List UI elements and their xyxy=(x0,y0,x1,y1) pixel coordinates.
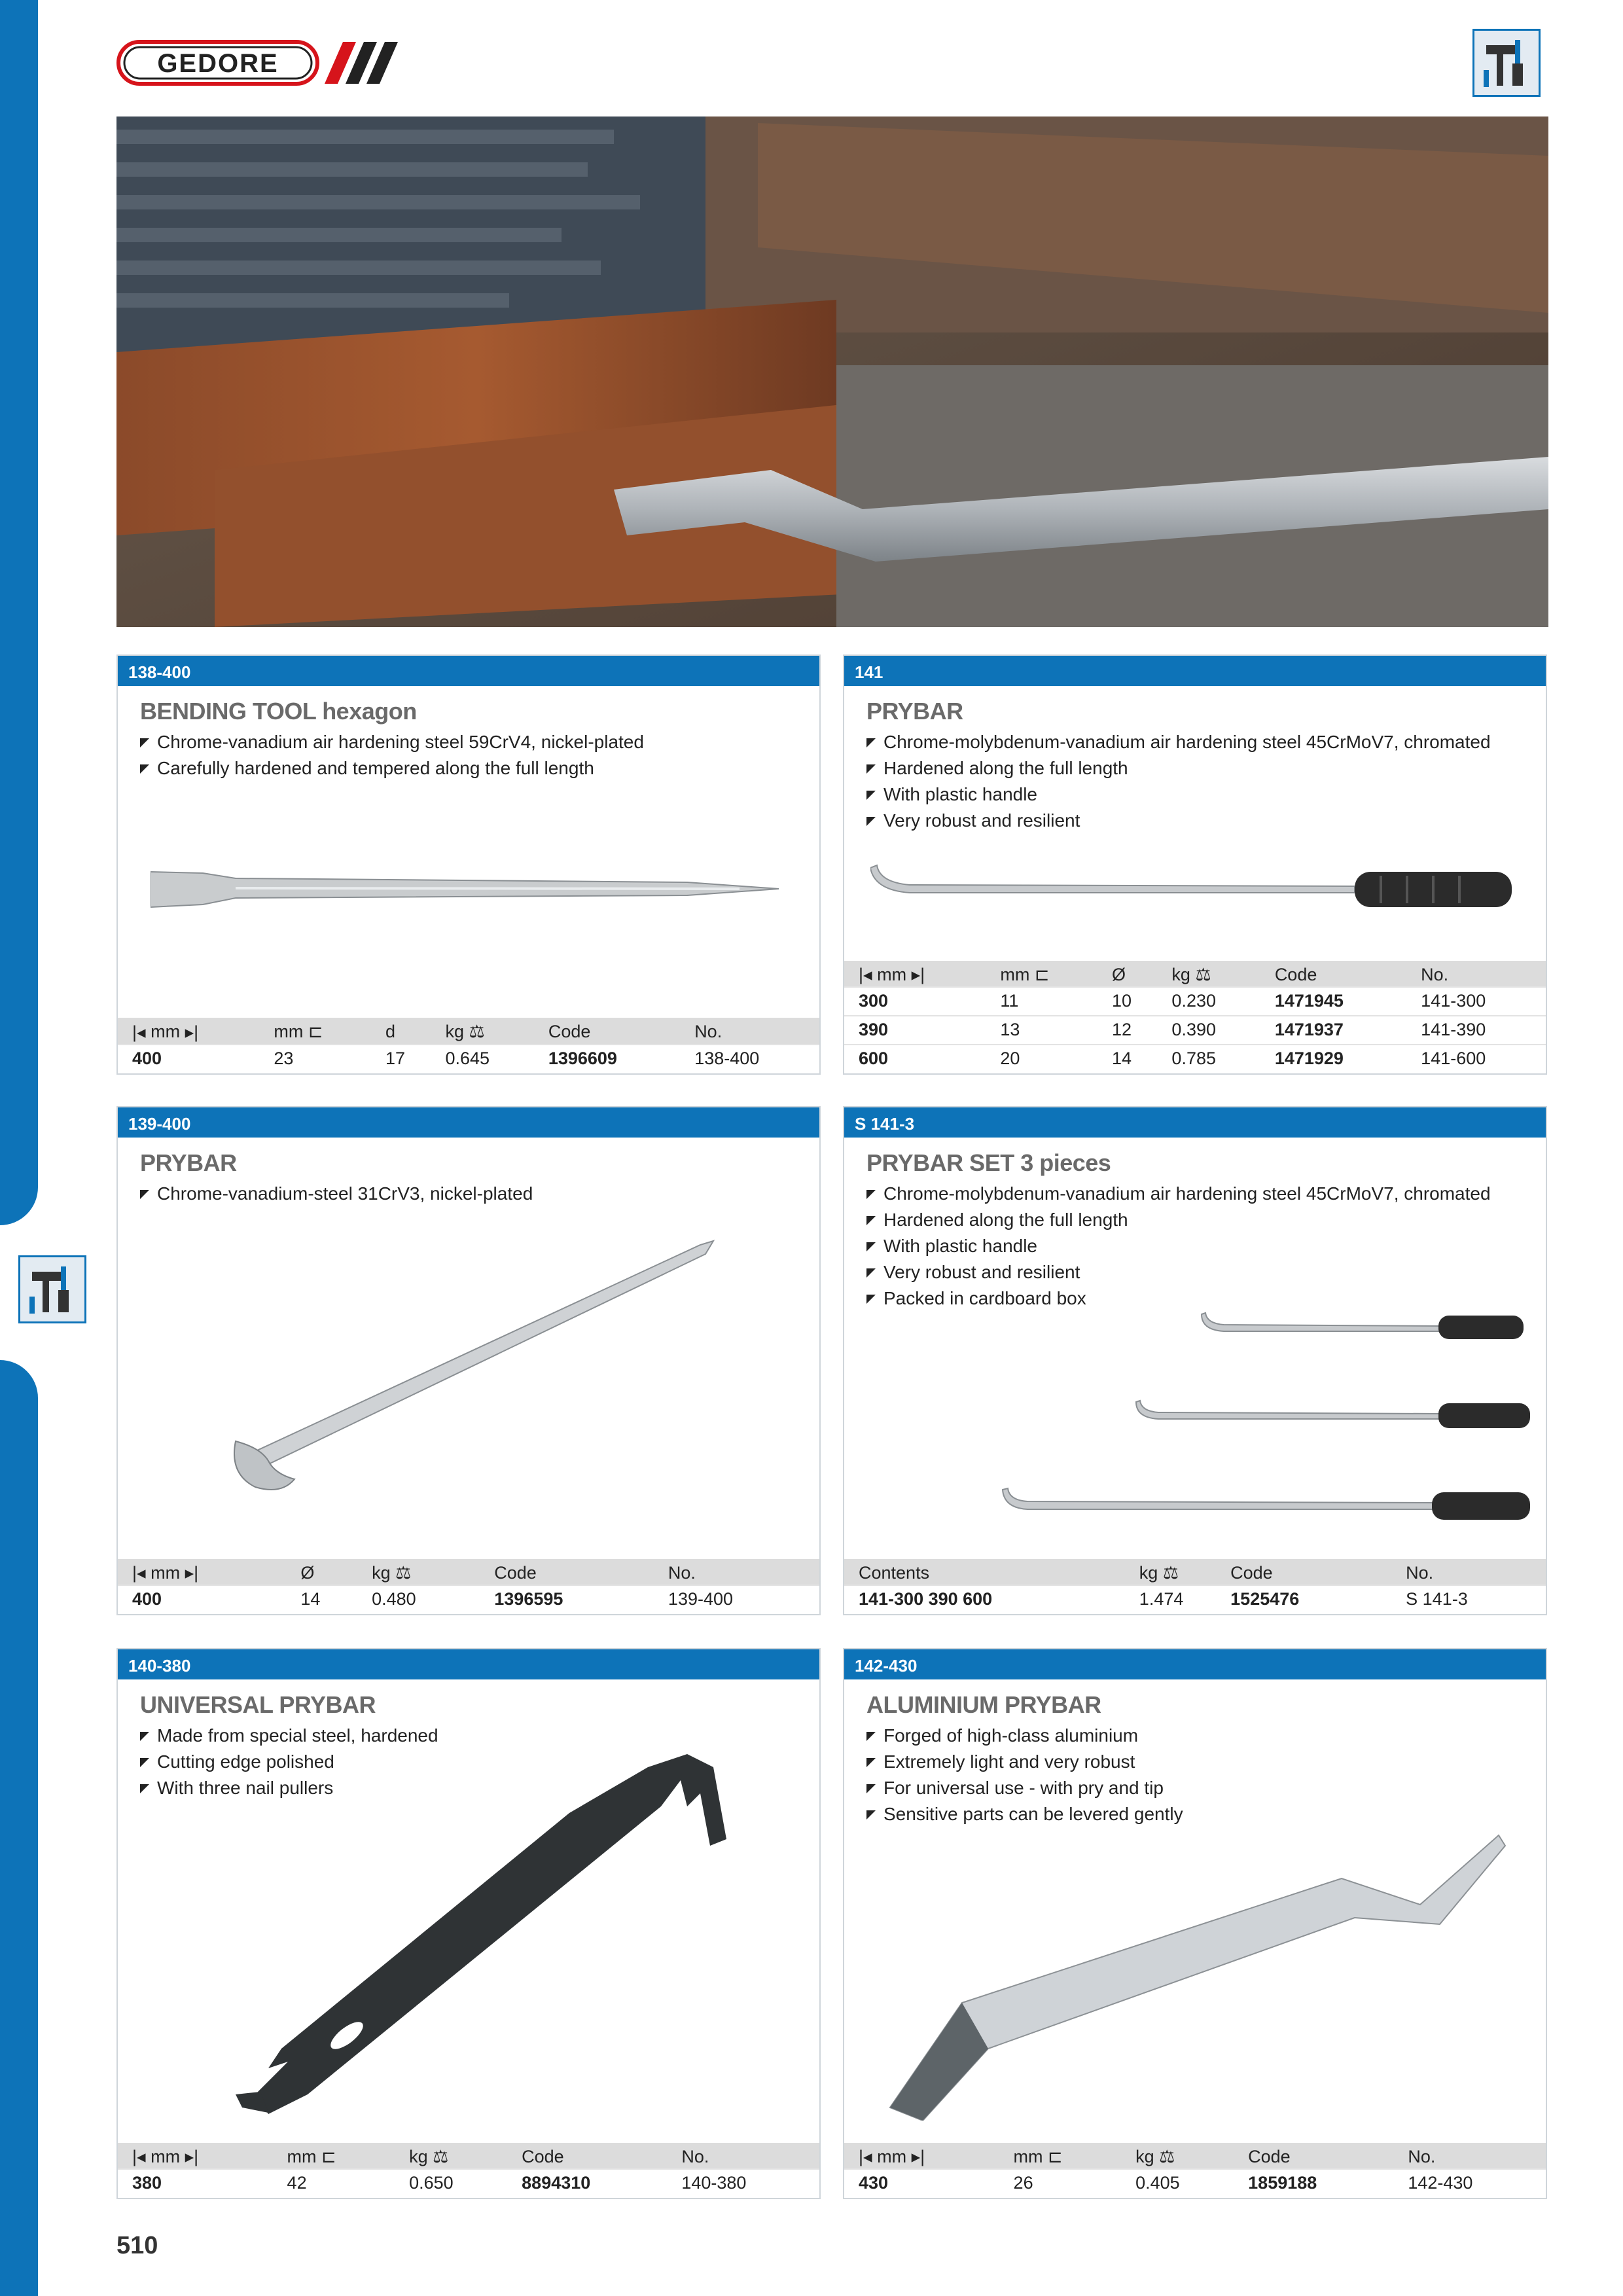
cell-code: 1859188 xyxy=(1234,2169,1393,2198)
feature-item: Chrome-vanadium-steel 31CrV3, nickel-plated xyxy=(140,1181,819,1207)
col-code: Code xyxy=(507,2143,667,2169)
spec-table xyxy=(118,2143,819,2198)
width-mm-icon: mm ⊏ xyxy=(259,1018,371,1045)
spec-table xyxy=(118,1559,819,1614)
feature-item: Very robust and resilient xyxy=(866,1259,1546,1285)
feature-item: With plastic handle xyxy=(866,781,1546,808)
weight-kg-icon: kg ⚖ xyxy=(1125,1559,1216,1585)
weight-kg-icon: kg ⚖ xyxy=(395,2143,507,2169)
cell-code: 1471929 xyxy=(1260,1045,1406,1073)
feature-list xyxy=(140,729,819,781)
feature-item: Forged of high-class aluminium xyxy=(866,1723,1546,1749)
cell-code: 1396609 xyxy=(534,1045,680,1073)
feature-list xyxy=(866,1723,1546,1827)
col-diameter: Ø xyxy=(1097,961,1157,987)
length-mm-icon: |◂ mm ▸| xyxy=(118,1559,286,1585)
cell-code: 1396595 xyxy=(480,1585,654,1614)
article-code: 139-400 xyxy=(118,1107,819,1138)
feature-item: Sensitive parts can be levered gently xyxy=(866,1801,1546,1827)
feature-item: Chrome-molybdenum-vanadium air hardening steel 45CrMoV7, chromated xyxy=(866,729,1546,755)
cell-no: 140-380 xyxy=(667,2169,819,2198)
spec-table xyxy=(844,961,1546,1073)
table-row xyxy=(844,987,1546,1016)
cell-weight: 0.480 xyxy=(357,1585,480,1614)
aluminium-prybar-image xyxy=(883,1833,1512,2124)
article-code: 142-430 xyxy=(844,1649,1546,1679)
article-code: 138-400 xyxy=(118,656,819,686)
col-no: No. xyxy=(1391,1559,1546,1585)
cell-no: 141-390 xyxy=(1406,1016,1546,1045)
cell-length: 400 xyxy=(118,1045,259,1073)
cell-no: 142-430 xyxy=(1393,2169,1546,2198)
cell-diameter: 14 xyxy=(1097,1045,1157,1073)
table-row xyxy=(118,1585,819,1614)
cell-code: 1525476 xyxy=(1216,1585,1391,1614)
table-row xyxy=(844,1585,1546,1614)
length-mm-icon: |◂ mm ▸| xyxy=(844,961,986,987)
width-mm-icon: mm ⊏ xyxy=(986,961,1097,987)
weight-kg-icon: kg ⚖ xyxy=(431,1018,533,1045)
product-card-139-400 xyxy=(116,1106,821,1615)
weight-kg-icon: kg ⚖ xyxy=(1121,2143,1234,2169)
cell-diameter: 10 xyxy=(1097,987,1157,1016)
cell-no: 139-400 xyxy=(654,1585,819,1614)
cell-no: 141-300 xyxy=(1406,987,1546,1016)
hero-photo xyxy=(116,117,1548,627)
cell-weight: 0.390 xyxy=(1157,1016,1260,1045)
article-code: 141 xyxy=(844,656,1546,686)
col-contents: Contents xyxy=(844,1559,1125,1585)
product-title: BENDING TOOL hexagon xyxy=(140,698,417,725)
prybar-set-image xyxy=(988,1304,1538,1530)
universal-prybar-image xyxy=(229,1754,779,2124)
feature-list xyxy=(866,729,1546,834)
cell-length: 430 xyxy=(844,2169,999,2198)
prybar-image xyxy=(870,852,1512,914)
col-code: Code xyxy=(1234,2143,1393,2169)
cell-code: 8894310 xyxy=(507,2169,667,2198)
col-no: No. xyxy=(654,1559,819,1585)
product-title: PRYBAR xyxy=(866,698,963,725)
col-code: Code xyxy=(534,1018,680,1045)
side-bar-top xyxy=(0,0,38,1225)
page-number: 510 xyxy=(116,2232,158,2259)
weight-kg-icon: kg ⚖ xyxy=(357,1559,480,1585)
cell-weight: 1.474 xyxy=(1125,1585,1216,1614)
cell-weight: 0.230 xyxy=(1157,987,1260,1016)
product-title: PRYBAR SET 3 pieces xyxy=(866,1149,1111,1176)
table-row xyxy=(118,2169,819,2198)
cell-width: 26 xyxy=(999,2169,1122,2198)
feature-item: Hardened along the full length xyxy=(866,755,1546,781)
cell-length: 390 xyxy=(844,1016,986,1045)
col-code: Code xyxy=(480,1559,654,1585)
feature-item: With three nail pullers xyxy=(140,1775,819,1801)
product-card-142-430 xyxy=(843,1648,1547,2199)
cell-width: 20 xyxy=(986,1045,1097,1073)
cell-no: 141-600 xyxy=(1406,1045,1546,1073)
side-bar-bottom xyxy=(0,1360,38,2296)
table-row xyxy=(844,1045,1546,1073)
gedore-logo xyxy=(116,38,404,88)
prybar-image xyxy=(229,1238,726,1516)
width-mm-icon: mm ⊏ xyxy=(273,2143,395,2169)
feature-list xyxy=(866,1181,1546,1312)
cell-no: 138-400 xyxy=(680,1045,819,1073)
feature-item: Hardened along the full length xyxy=(866,1207,1546,1233)
cell-contents: 141-300 390 600 xyxy=(844,1585,1125,1614)
feature-item: Carefully hardened and tempered along the full length xyxy=(140,755,819,781)
feature-item: Very robust and resilient xyxy=(866,808,1546,834)
length-mm-icon: |◂ mm ▸| xyxy=(118,1018,259,1045)
length-mm-icon: |◂ mm ▸| xyxy=(118,2143,273,2169)
feature-item: Chrome-molybdenum-vanadium air hardening steel 45CrMoV7, chromated xyxy=(866,1181,1546,1207)
feature-item: Packed in cardboard box xyxy=(866,1285,1546,1312)
feature-list xyxy=(140,1181,819,1207)
feature-item: With plastic handle xyxy=(866,1233,1546,1259)
col-no: No. xyxy=(667,2143,819,2169)
svg-text:GEDORE: GEDORE xyxy=(157,49,279,78)
col-no: No. xyxy=(680,1018,819,1045)
bending-tool-image xyxy=(151,859,779,921)
article-code: S 141-3 xyxy=(844,1107,1546,1138)
cell-weight: 0.645 xyxy=(431,1045,533,1073)
feature-item: Chrome-vanadium air hardening steel 59CrV4, nickel-plated xyxy=(140,729,819,755)
cell-width: 42 xyxy=(273,2169,395,2198)
product-card-138-400 xyxy=(116,655,821,1075)
article-code: 140-380 xyxy=(118,1649,819,1679)
spec-table xyxy=(118,1018,819,1073)
product-card-140-380 xyxy=(116,1648,821,2199)
product-title: ALUMINIUM PRYBAR xyxy=(866,1691,1101,1718)
col-code: Code xyxy=(1260,961,1406,987)
cell-weight: 0.650 xyxy=(395,2169,507,2198)
table-row xyxy=(844,2169,1546,2198)
width-mm-icon: mm ⊏ xyxy=(999,2143,1122,2169)
cell-length: 380 xyxy=(118,2169,273,2198)
table-row xyxy=(118,1045,819,1073)
cell-length: 300 xyxy=(844,987,986,1016)
hammer-screwdriver-icon xyxy=(1472,29,1541,97)
cell-width: 13 xyxy=(986,1016,1097,1045)
product-title: PRYBAR xyxy=(140,1149,237,1176)
feature-item: Cutting edge polished xyxy=(140,1749,819,1775)
feature-item: For universal use - with pry and tip xyxy=(866,1775,1546,1801)
cell-diameter: 12 xyxy=(1097,1016,1157,1045)
cell-d: 17 xyxy=(371,1045,431,1073)
hammer-screwdriver-icon xyxy=(18,1255,86,1323)
cell-width: 11 xyxy=(986,987,1097,1016)
product-card-141 xyxy=(843,655,1547,1075)
cell-weight: 0.785 xyxy=(1157,1045,1260,1073)
length-mm-icon: |◂ mm ▸| xyxy=(844,2143,999,2169)
cell-weight: 0.405 xyxy=(1121,2169,1234,2198)
cell-length: 400 xyxy=(118,1585,286,1614)
table-row xyxy=(844,1016,1546,1045)
product-card-s141-3 xyxy=(843,1106,1547,1615)
col-d: d xyxy=(371,1018,431,1045)
weight-kg-icon: kg ⚖ xyxy=(1157,961,1260,987)
cell-diameter: 14 xyxy=(286,1585,357,1614)
cell-code: 1471945 xyxy=(1260,987,1406,1016)
cell-width: 23 xyxy=(259,1045,371,1073)
spec-table xyxy=(844,1559,1546,1614)
feature-item: Made from special steel, hardened xyxy=(140,1723,819,1749)
cell-no: S 141-3 xyxy=(1391,1585,1546,1614)
col-code: Code xyxy=(1216,1559,1391,1585)
product-title: UNIVERSAL PRYBAR xyxy=(140,1691,376,1718)
cell-length: 600 xyxy=(844,1045,986,1073)
feature-item: Extremely light and very robust xyxy=(866,1749,1546,1775)
col-no: No. xyxy=(1393,2143,1546,2169)
col-diameter: Ø xyxy=(286,1559,357,1585)
col-no: No. xyxy=(1406,961,1546,987)
cell-code: 1471937 xyxy=(1260,1016,1406,1045)
spec-table xyxy=(844,2143,1546,2198)
